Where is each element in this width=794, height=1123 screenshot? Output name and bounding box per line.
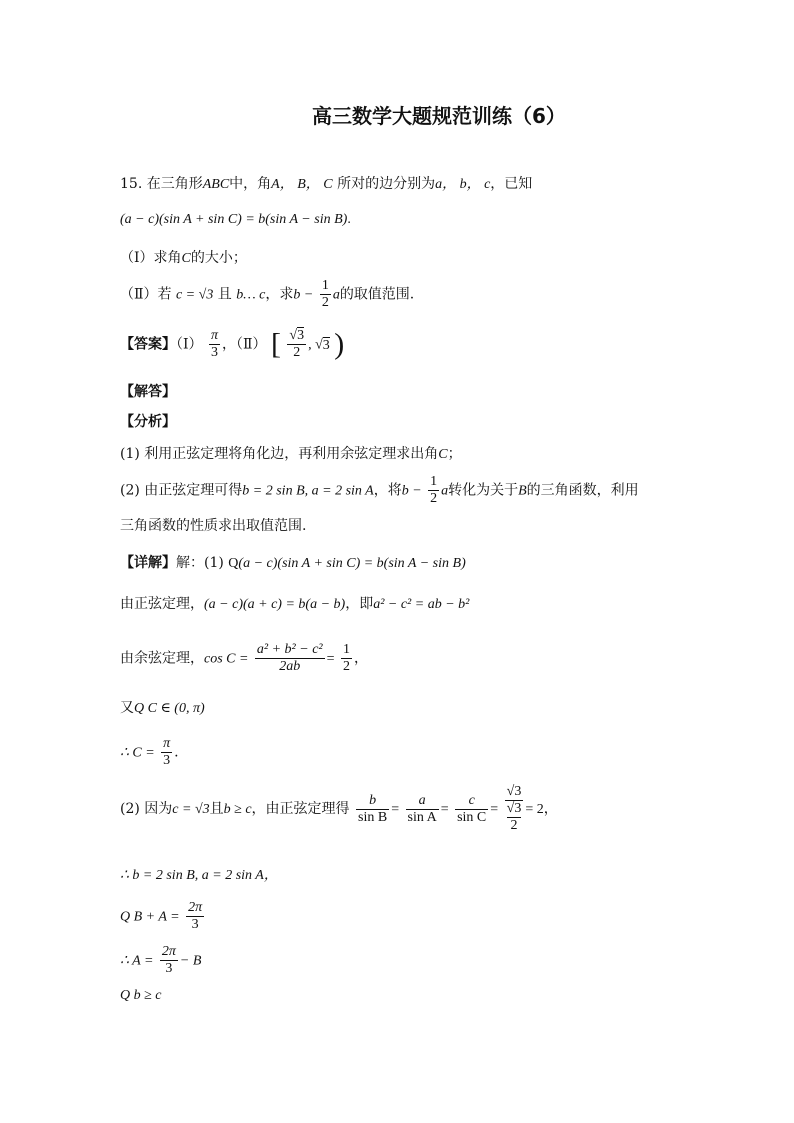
problem-part-1: （Ⅰ）求角C的大小； — [120, 250, 247, 266]
detail-line-3: 由余弦定理，cos C = $\frac{\text{a² + b² − c²}}{2ab}$ = $\frac{1}{2}$ ， — [120, 642, 368, 675]
half-fraction: $\frac{1}{2}$ — [342, 642, 350, 675]
analysis-line-2: (2) 由正弦定理可得b = 2 sin B, a = 2 sin A，将b − $\frac{1}{2}$ a转化为关于B的三角函数，利用 — [120, 474, 639, 507]
detail-line-7: ∴ b = 2 sin B, a = 2 sin A， — [120, 868, 278, 883]
problem-part-2: （Ⅱ）若 c = √3 且 b… c，求b − $\frac{1}{2}$ a的取值范围. — [120, 278, 415, 311]
detail-line-4: 又Q C ∈ (0, π) — [120, 700, 205, 716]
analysis-label: 【分析】 — [120, 414, 176, 430]
root3-over-root3-2: √3 √3 2 — [506, 784, 522, 834]
detail-line-9: ∴ A = $\frac{2\pi}{3}$ − B — [120, 944, 202, 977]
fraction-half-2: $\frac{1}{2}$ — [430, 474, 438, 507]
problem-line-1: 15. 在三角形ABC中，角A， B， C 所对的边分别为a， b， c，已知 — [120, 176, 533, 192]
detail-line-8: Q B + A = $\frac{2\pi}{3}$ — [120, 900, 203, 933]
detail-line-2: 由正弦定理，(a − c)(a + c) = b(a − b)，即a² − c² = ab − b² — [120, 596, 470, 612]
pi-over-3: $\frac{\pi}{3}$ — [163, 736, 171, 769]
answer-fraction-root3-2: $\frac{√3}{2}$ — [289, 328, 305, 361]
analysis-line-1: (1) 利用正弦定理将角化边，再利用余弦定理求出角C； — [120, 446, 462, 462]
detail-line-1: 【详解】解：(1) Q(a − c)(sin A + sin C) = b(sin A − sin B) — [120, 555, 466, 571]
fraction-half: $\frac{1}{2}$ — [321, 278, 329, 311]
solution-label: 【解答】 — [120, 384, 176, 400]
detail-line-6: (2) 因为c = √3且b ≥ c，由正弦定理得 $\frac{b}{\text{sin B}}$ = $\frac{a}{\text{sin A}}$ = $\frac{c}{\text{sin C}}$ = √3 √3 2 = 2， — [120, 784, 558, 834]
analysis-line-3: 三角函数的性质求出取值范围. — [120, 518, 307, 534]
answer-label: 【答案】 — [120, 336, 176, 353]
detail-line-5: ∴ C = $\frac{\pi}{3}$ . — [120, 736, 179, 769]
detail-line-10: Q b ≥ c — [120, 988, 162, 1003]
page-title: 高三数学大题规范训练（6） — [312, 104, 566, 128]
cos-fraction: $\frac{\text{a² + b² − c²}}{2ab}$ — [256, 642, 323, 675]
answer-line: 【答案】（Ⅰ） $\frac{\pi}{3}$ ，（Ⅱ） [ $\frac{√3}{2}$ , √3 ) — [120, 327, 345, 361]
problem-number: 15. — [120, 176, 147, 192]
given-equation: (a − c)(sin A + sin C) = b(sin A − sin B). — [120, 212, 351, 227]
detail-label: 【详解】 — [120, 555, 176, 571]
answer-fraction-pi-3: $\frac{\pi}{3}$ — [210, 328, 218, 361]
